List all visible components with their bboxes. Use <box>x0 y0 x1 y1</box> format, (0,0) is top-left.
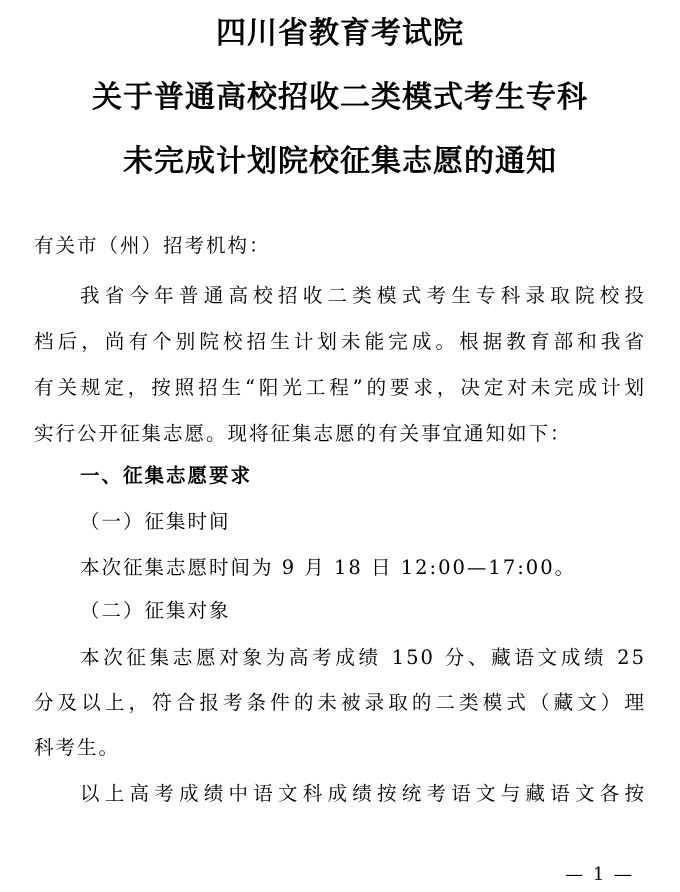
salutation: 有关市（州）招考机构： <box>34 234 271 257</box>
intro-paragraph-line-1: 我省今年普通高校招收二类模式考生专科录取院校投 <box>80 284 646 307</box>
intro-paragraph-line-3: 有关规定，按照招生“阳光工程”的要求，决定对未完成计划 <box>34 376 646 399</box>
document-title-line-3: 未完成计划院校征集志愿的通知 <box>123 144 557 179</box>
page-number: — 1 — <box>565 864 634 885</box>
target-paragraph-line-3: 科考生。 <box>34 736 121 759</box>
intro-paragraph-line-4: 实行公开征集志愿。现将征集志愿的有关事宜通知如下： <box>34 422 572 445</box>
section-heading-requirements: 一、征集志愿要求 <box>80 464 253 487</box>
target-paragraph-line-2: 分及以上，符合报考条件的未被录取的二类模式（藏文）理 <box>34 691 646 714</box>
subsection-text-time: 本次征集志愿时间为 9 月 18 日 12:00—17:00。 <box>80 556 577 579</box>
document-title-line-1: 四川省教育考试院 <box>216 16 464 51</box>
document-title-line-2: 关于普通高校招收二类模式考生专科 <box>92 80 588 115</box>
subsection-heading-target: （二）征集对象 <box>80 599 231 622</box>
score-note-line-1: 以上高考成绩中语文科成绩按统考语文与藏语文各按 <box>80 782 646 805</box>
intro-paragraph-line-2: 档后，尚有个别院校招生计划未能完成。根据教育部和我省 <box>34 330 646 353</box>
subsection-heading-time: （一）征集时间 <box>80 510 231 533</box>
target-paragraph-line-1: 本次征集志愿对象为高考成绩 150 分、藏语文成绩 25 <box>80 646 646 669</box>
